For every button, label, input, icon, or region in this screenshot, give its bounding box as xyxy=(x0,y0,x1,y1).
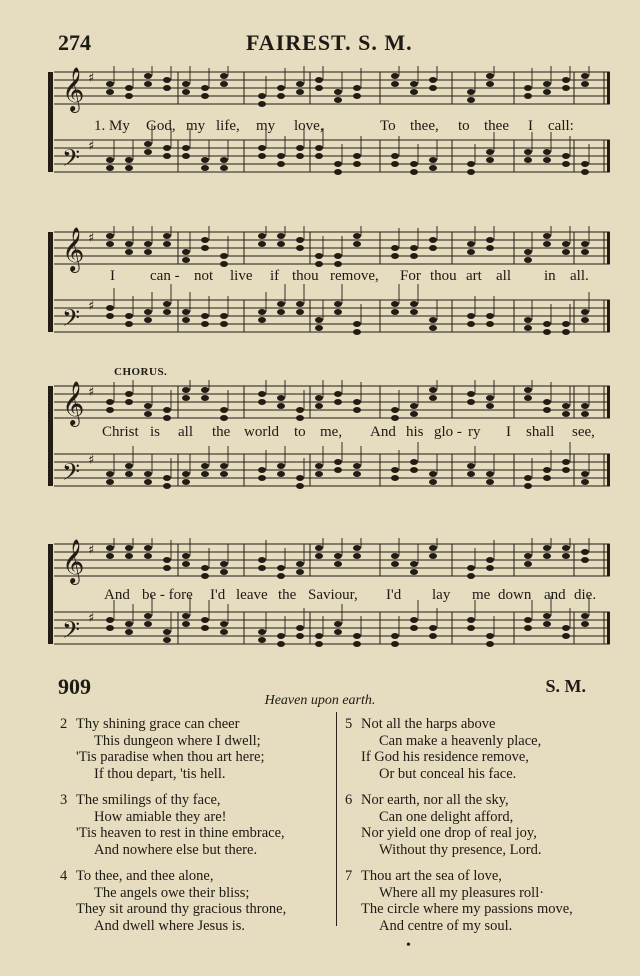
svg-text:♯: ♯ xyxy=(88,139,95,154)
lyric-word: thee, xyxy=(410,118,439,134)
stanza xyxy=(345,792,625,858)
lyric-word: in xyxy=(544,268,556,284)
lyric-word: his xyxy=(406,424,424,440)
music-system-3 xyxy=(48,366,614,498)
svg-text:𝄢: 𝄢 xyxy=(62,144,81,177)
stanza xyxy=(60,792,340,858)
hymn-meter: S. M. xyxy=(545,676,586,696)
page-header xyxy=(58,30,600,60)
hymn-subtitle: Heaven upon earth. xyxy=(264,693,376,708)
verse-line: They sit around thy gracious throne, xyxy=(76,901,287,917)
stanza xyxy=(60,868,340,934)
svg-text:♯: ♯ xyxy=(88,71,95,86)
verse-line: Not all the harps above xyxy=(361,716,496,732)
lyric-word: the xyxy=(278,587,297,603)
lyric-word: I xyxy=(110,268,115,284)
lyric-word: thou xyxy=(292,268,319,284)
lyric-word: love, xyxy=(294,118,324,134)
lyric-word: To xyxy=(380,118,396,134)
verse-line: The angels owe their bliss; xyxy=(94,884,250,901)
svg-text:♯: ♯ xyxy=(88,299,95,314)
lyric-word: see, xyxy=(572,424,595,440)
verse-line: To thee, and thee alone, xyxy=(76,868,214,884)
svg-text:♯: ♯ xyxy=(88,611,95,626)
lyric-word: I'd xyxy=(210,587,226,603)
lyric-word: 1. My xyxy=(94,118,130,134)
column-divider xyxy=(336,712,337,926)
lyric-word: all xyxy=(496,268,511,284)
music-staff-pair-icon xyxy=(48,226,614,344)
lyric-word: And xyxy=(104,587,130,603)
verse-line: The smilings of thy face, xyxy=(76,792,221,808)
svg-text:𝄢: 𝄢 xyxy=(62,458,81,491)
verse-line: If thou depart, 'tis hell. xyxy=(94,765,226,782)
svg-text:♯: ♯ xyxy=(88,453,95,468)
lyric-word: Christ xyxy=(102,424,139,440)
stanza xyxy=(60,716,340,782)
lyric-word: live xyxy=(230,268,253,284)
lyric-word: to xyxy=(458,118,470,134)
verse-line: And nowhere else but there. xyxy=(94,841,258,858)
lyric-word: God, xyxy=(146,118,176,134)
svg-text:𝄢: 𝄢 xyxy=(62,304,81,337)
svg-text:𝄞: 𝄞 xyxy=(62,67,85,111)
lyric-word: lay xyxy=(432,587,451,603)
lyric-word: me xyxy=(472,587,491,603)
verse-line: 'Tis paradise when thou art here; xyxy=(76,749,265,765)
lyric-word: my xyxy=(186,118,206,134)
svg-text:𝄞: 𝄞 xyxy=(62,227,85,271)
lyric-word: all. xyxy=(570,268,589,284)
lyric-word: world xyxy=(244,424,279,440)
stanza-number: 4 xyxy=(60,868,68,884)
verse-line: How amiable they are! xyxy=(94,808,227,825)
lyric-word: if xyxy=(270,268,280,284)
lyric-word: down xyxy=(498,587,532,603)
lyric-word: me, xyxy=(320,424,343,440)
stanza xyxy=(345,868,625,934)
lyric-word: shall xyxy=(526,424,555,440)
lyric-word: ry xyxy=(468,424,481,440)
lyric-word: glo - xyxy=(434,424,462,440)
lyric-word: be - fore xyxy=(142,587,193,603)
lyric-word: Saviour, xyxy=(308,587,358,603)
verse-line: Where all my pleasures roll· xyxy=(379,884,545,901)
verse-line: And dwell where Jesus is. xyxy=(94,917,246,934)
verse-line: The circle where my passions move, xyxy=(361,901,573,917)
stanza-number: 2 xyxy=(60,716,68,732)
lyric-word: all xyxy=(178,424,193,440)
verse-line: And centre of my soul. xyxy=(379,917,513,934)
verse-line: Or but conceal his face. xyxy=(379,765,517,782)
lyric-word: I'd xyxy=(386,587,402,603)
lyric-word: die. xyxy=(574,587,597,603)
verse-line: Thou art the sea of love, xyxy=(361,868,502,884)
verse-line: 'Tis heaven to rest in thine embrace, xyxy=(76,825,285,841)
lyric-word: the xyxy=(212,424,231,440)
lyric-word: thee xyxy=(484,118,509,134)
verse-line: Nor yield one drop of real joy, xyxy=(361,825,537,841)
stanzas-left-column xyxy=(60,716,340,944)
lyric-word: not xyxy=(194,268,214,284)
stanza xyxy=(345,716,625,782)
stanza-number: 7 xyxy=(345,868,353,884)
page-number: 274 xyxy=(58,30,91,55)
stanza-number: 3 xyxy=(60,792,68,808)
lyric-word: thou xyxy=(430,268,457,284)
stanzas-right-column xyxy=(345,716,625,944)
verse-line: Without thy presence, Lord. xyxy=(379,841,542,858)
lyric-word: call: xyxy=(548,118,574,134)
verse-line: Thy shining grace can cheer xyxy=(76,716,240,732)
lyric-word: to xyxy=(294,424,306,440)
stanza-number: 6 xyxy=(345,792,353,808)
verse-line: Can make a heavenly place, xyxy=(379,732,542,749)
lyric-word: is xyxy=(150,424,161,440)
music-system-2 xyxy=(48,226,614,344)
lyric-word: remove, xyxy=(330,268,379,284)
svg-text:♯: ♯ xyxy=(88,543,95,558)
lyric-word: and xyxy=(544,587,566,603)
verse-line: Can one delight afford, xyxy=(379,808,514,825)
ornament-dot-icon: • xyxy=(406,938,411,953)
tune-title: FAIREST. S. M. xyxy=(246,30,413,55)
verse-line: If God his residence remove, xyxy=(361,749,529,765)
lyric-word: my xyxy=(256,118,276,134)
svg-text:♯: ♯ xyxy=(88,385,95,400)
lyric-word: life, xyxy=(216,118,240,134)
verse-line: This dungeon where I dwell; xyxy=(94,732,261,749)
lyric-word: I xyxy=(528,118,533,134)
svg-text:𝄞: 𝄞 xyxy=(62,381,85,425)
verse-line: Nor earth, nor all the sky, xyxy=(361,792,509,808)
lyric-word: leave xyxy=(236,587,268,603)
lyric-word: can - xyxy=(150,268,180,284)
chorus-label: CHORUS. xyxy=(114,366,168,378)
lyric-word: I xyxy=(506,424,511,440)
music-system-1 xyxy=(48,66,614,184)
svg-text:♯: ♯ xyxy=(88,231,95,246)
stanza-number: 5 xyxy=(345,716,353,732)
lyric-word: art xyxy=(466,268,482,284)
lyric-word: And xyxy=(370,424,396,440)
svg-text:𝄢: 𝄢 xyxy=(62,616,81,649)
svg-text:𝄞: 𝄞 xyxy=(62,539,85,583)
hymn-number: 909 xyxy=(58,674,91,699)
music-system-4 xyxy=(48,538,614,656)
lyric-word: For xyxy=(400,268,421,284)
